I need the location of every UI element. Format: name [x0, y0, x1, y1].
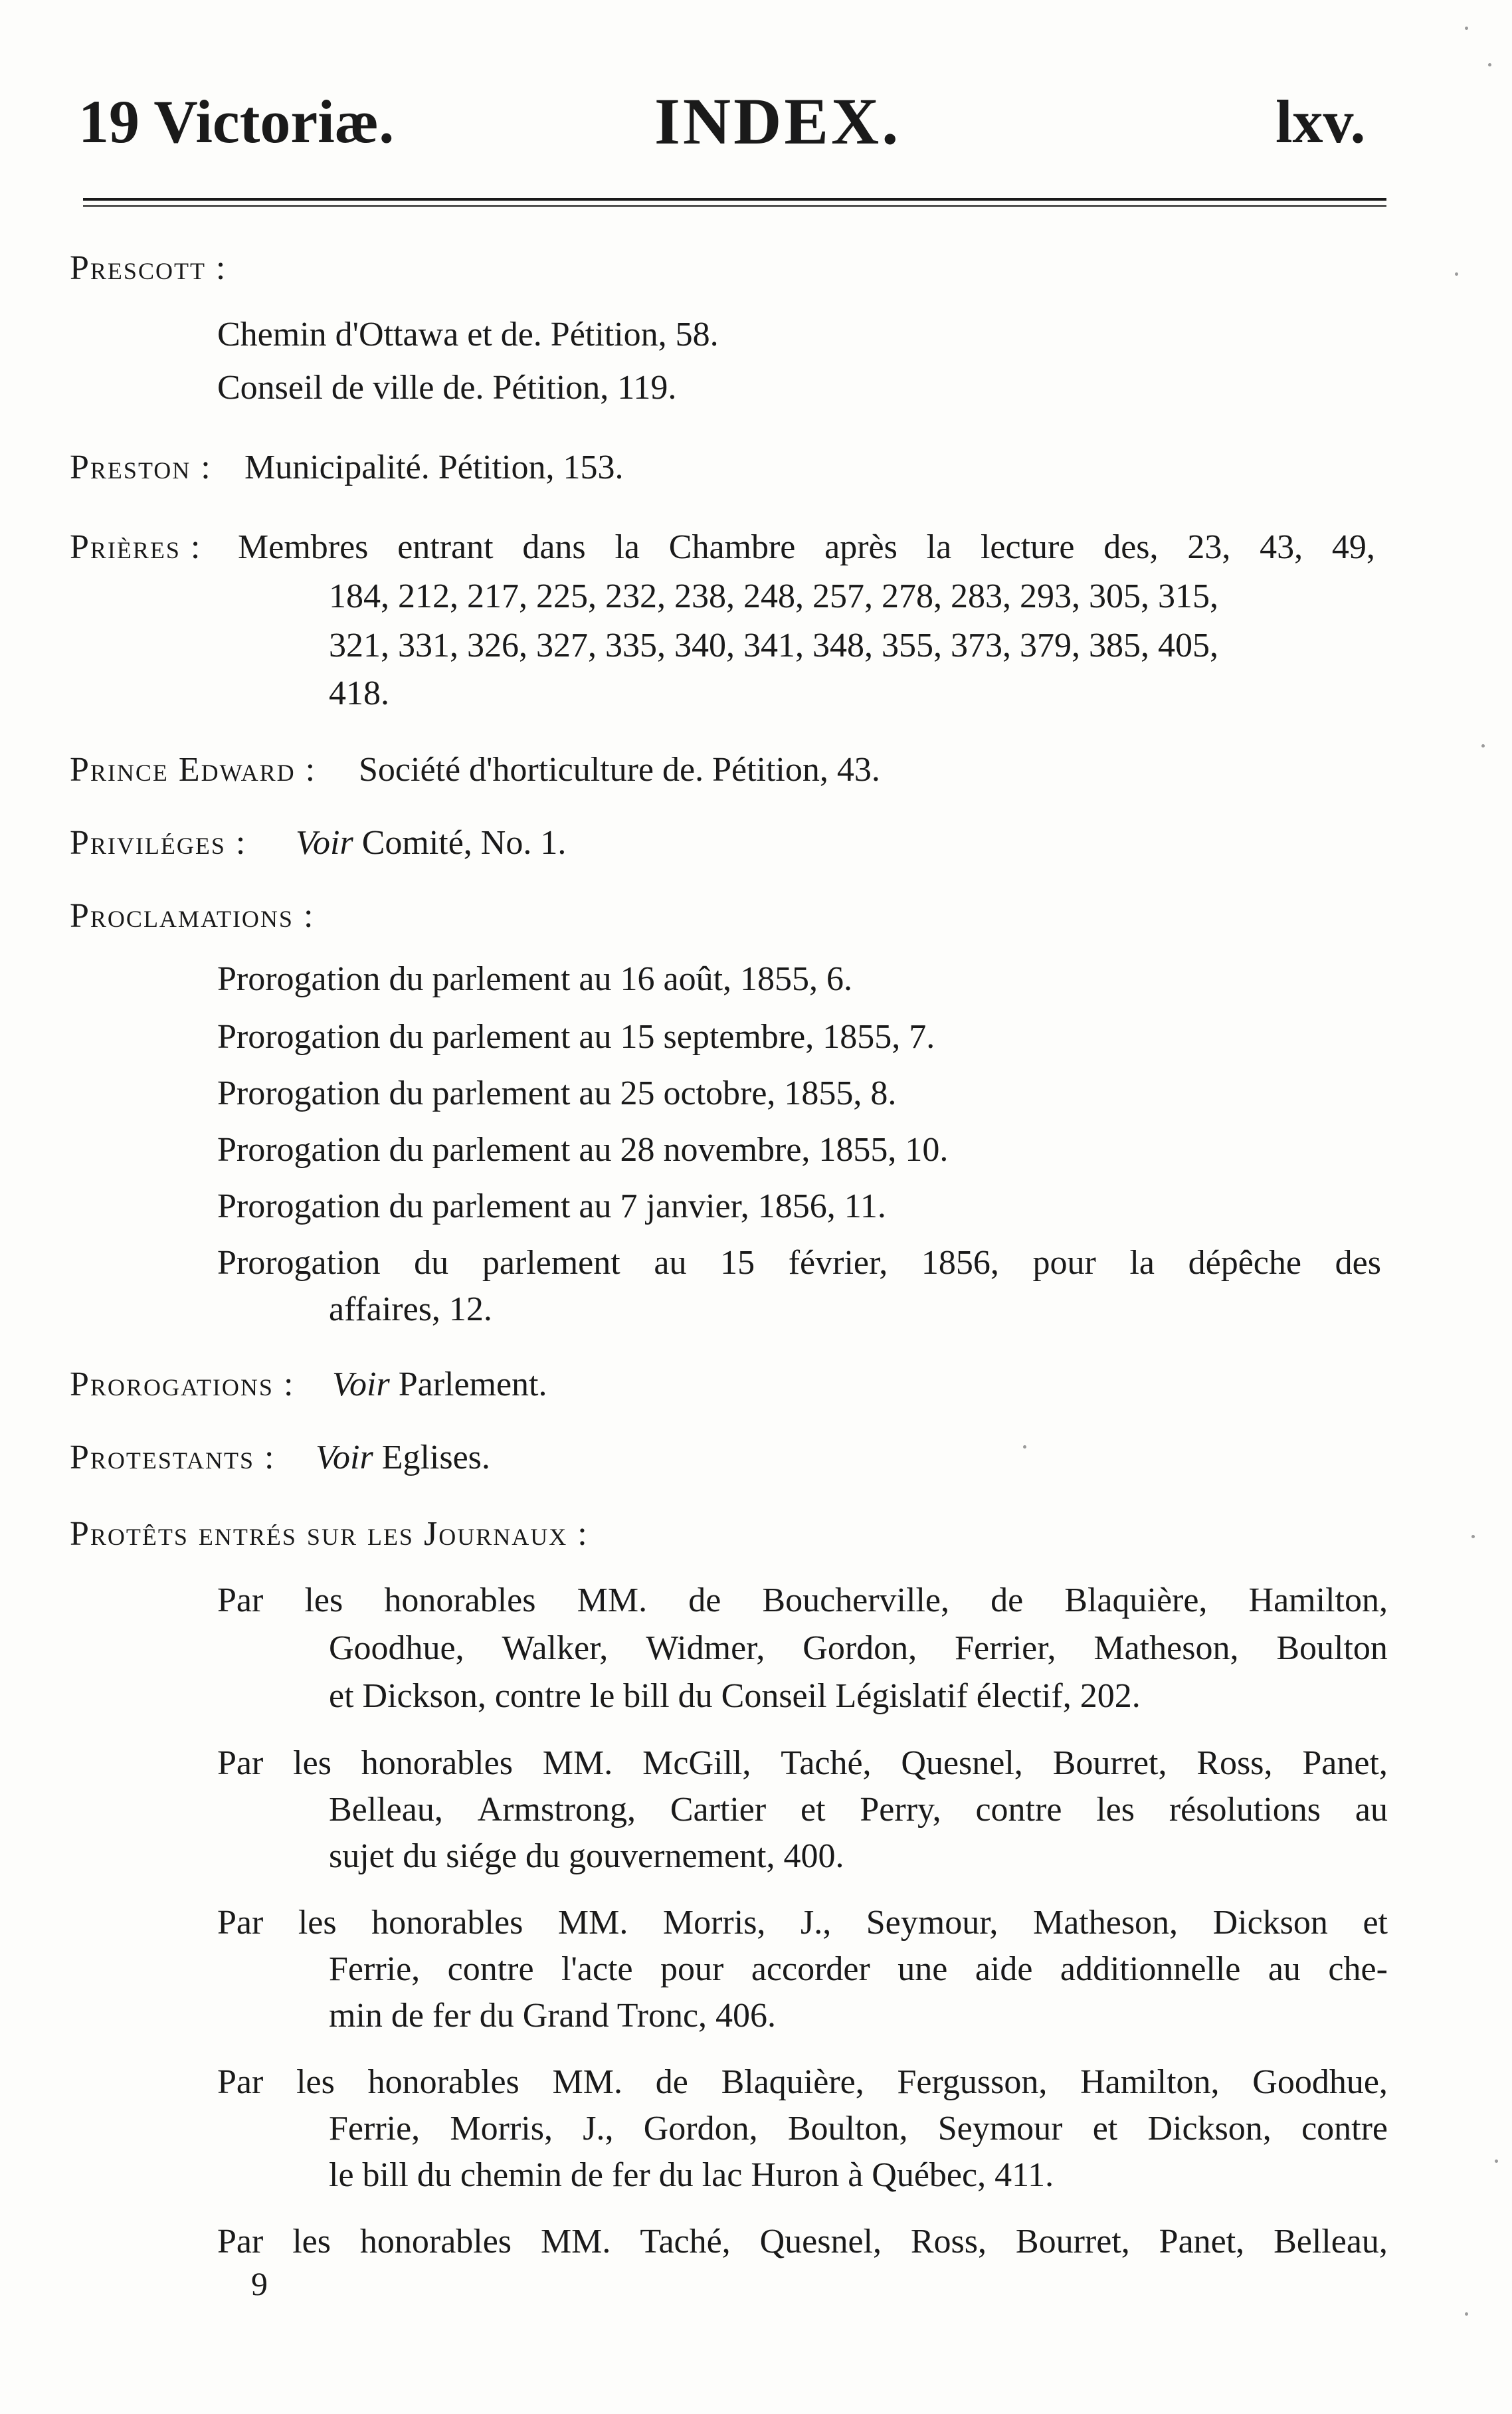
- word: lecture: [980, 528, 1075, 566]
- protest-paragraph-line: sujet du siége du gouvernement, 400.: [329, 1837, 844, 1875]
- word: 49,: [1331, 528, 1375, 566]
- word: Chambre: [668, 528, 796, 566]
- scan-speck: [1455, 272, 1458, 276]
- word: pour: [1032, 1244, 1096, 1282]
- index-heading-prieres: Prières :: [70, 528, 202, 566]
- word: aide: [975, 1950, 1033, 1988]
- word: les: [304, 1581, 343, 1619]
- scan-speck: [1465, 2312, 1468, 2316]
- word: MM.: [552, 2063, 622, 2101]
- word: Quesnel,: [901, 1744, 1023, 1782]
- word: Armstrong,: [477, 1791, 636, 1829]
- index-heading-privileges: Priviléges :: [70, 824, 247, 862]
- index-subentry: Chemin d'Ottawa et de. Pétition, 58.: [217, 316, 719, 353]
- word: Ross,: [1196, 1744, 1273, 1782]
- index-heading-preston: Preston :: [70, 449, 212, 486]
- index-subentry: Prorogation du parlement au 28 novembre, 1855, 10.: [217, 1131, 949, 1169]
- header-rule-thin: [83, 205, 1386, 207]
- word: Walker,: [502, 1629, 609, 1667]
- word: Belleau,: [329, 1791, 443, 1829]
- protest-paragraph-line: min de fer du Grand Tronc, 406.: [329, 1997, 777, 2035]
- index-entry-continuation: 418.: [329, 674, 389, 712]
- word: dépêche: [1188, 1244, 1301, 1282]
- word: les: [293, 1744, 331, 1782]
- index-entry-text: [238, 530, 1375, 565]
- index-subentry: Prorogation du parlement au 25 octobre, 1855, 8.: [217, 1074, 897, 1112]
- voir-label: Voir: [296, 824, 353, 862]
- word: Seymour: [937, 2110, 1063, 2148]
- word: honorables: [361, 1744, 513, 1782]
- word: Par: [217, 2063, 264, 2101]
- index-heading-protestants: Protestants :: [70, 1439, 276, 1476]
- word: contre: [975, 1791, 1062, 1829]
- scan-speck: [1465, 27, 1468, 30]
- word: et: [801, 1791, 826, 1829]
- word: Boulton,: [787, 2110, 908, 2148]
- index-subentry: Prorogation du parlement au 7 janvier, 1856, 11.: [217, 1187, 886, 1225]
- word: Boulton: [1276, 1629, 1388, 1667]
- word: Dickson: [1212, 1904, 1328, 1942]
- protest-paragraph-line: le bill du chemin de fer du lac Huron à Québec, 411.: [329, 2156, 1054, 2194]
- word: les: [292, 2223, 331, 2261]
- scan-speck: [1471, 1535, 1475, 1538]
- word: honorables: [359, 2223, 512, 2261]
- word: Par: [217, 2223, 264, 2261]
- protest-paragraph-line: [217, 2225, 1388, 2259]
- word: Quesnel,: [759, 2223, 882, 2261]
- signature-mark: 9: [251, 2265, 268, 2302]
- word: honorables: [384, 1581, 536, 1619]
- word: Prorogation: [217, 1244, 381, 1282]
- word: Belleau,: [1274, 2223, 1388, 2261]
- word: Morris,: [662, 1904, 766, 1942]
- index-subentry: Prorogation du parlement au 15 septembre, 1855, 7.: [217, 1018, 935, 1056]
- word: au: [654, 1244, 687, 1282]
- index-heading-proclamations: Proclamations :: [70, 897, 315, 935]
- header-rule-thick: [83, 198, 1386, 201]
- word: contre: [1301, 2110, 1388, 2148]
- word: la: [614, 528, 640, 566]
- page-number-roman: lxv.: [1276, 88, 1366, 155]
- index-entry-text: Société d'horticulture de. Pétition, 43.: [359, 751, 880, 789]
- word: et: [1092, 2110, 1118, 2148]
- word: J.,: [800, 1904, 832, 1942]
- word: Par: [217, 1744, 264, 1782]
- index-heading-protets: Protêts entrés sur les Journaux :: [70, 1515, 589, 1553]
- word: Gordon,: [803, 1629, 917, 1667]
- word: la: [1129, 1244, 1155, 1282]
- index-heading-prorogations: Prorogations :: [70, 1365, 295, 1403]
- protest-paragraph-line: [329, 2112, 1388, 2146]
- word: MM.: [542, 1744, 613, 1782]
- word: Goodhue,: [1252, 2063, 1388, 2101]
- protest-paragraph-line: [329, 1793, 1388, 1827]
- word: Dickson,: [1147, 2110, 1272, 2148]
- word: Seymour,: [866, 1904, 998, 1942]
- index-entry-text: [332, 1367, 547, 1402]
- index-heading-prescott: Prescott :: [70, 249, 227, 287]
- index-entry-text: Municipalité. Pétition, 153.: [244, 449, 624, 486]
- word: Ferrie,: [329, 2110, 421, 2148]
- index-subentry: [217, 1246, 1381, 1280]
- word: l'acte: [561, 1950, 633, 1988]
- word: contre: [447, 1950, 534, 1988]
- voir-label: Voir: [332, 1365, 390, 1403]
- running-head-left: 19 Victoriæ.: [78, 88, 395, 155]
- word: J.,: [583, 2110, 614, 2148]
- word: de: [688, 1581, 721, 1619]
- index-entry-continuation: affaires, 12.: [329, 1290, 492, 1328]
- word: Par: [217, 1581, 264, 1619]
- word: additionnelle: [1060, 1950, 1241, 1988]
- word: MM.: [557, 1904, 628, 1942]
- protest-paragraph-line: [217, 1583, 1388, 1618]
- text-span: Comité, No. 1.: [361, 824, 567, 862]
- word: après: [824, 528, 898, 566]
- word: Matheson,: [1032, 1904, 1179, 1942]
- word: MM.: [577, 1581, 648, 1619]
- word: Panet,: [1302, 1744, 1388, 1782]
- word: de: [991, 1581, 1024, 1619]
- word: la: [926, 528, 952, 566]
- word: honorables: [371, 1904, 523, 1942]
- word: che-: [1328, 1950, 1388, 1988]
- word: parlement: [482, 1244, 620, 1282]
- index-entry-text: [316, 1441, 490, 1475]
- word: 15: [720, 1244, 755, 1282]
- index-entry-text: [296, 826, 566, 860]
- word: au: [1268, 1950, 1301, 1988]
- word: du: [414, 1244, 449, 1282]
- text-span: Parlement.: [398, 1365, 547, 1403]
- word: les: [1096, 1791, 1135, 1829]
- word: 23,: [1187, 528, 1231, 566]
- word: février,: [788, 1244, 888, 1282]
- word: Blaquière,: [1064, 1581, 1208, 1619]
- word: 43,: [1260, 528, 1303, 566]
- word: Taché,: [781, 1744, 872, 1782]
- word: Membres: [238, 528, 369, 566]
- word: Ferrier,: [955, 1629, 1056, 1667]
- scan-speck: [1481, 744, 1485, 748]
- word: pour: [660, 1950, 724, 1988]
- word: Panet,: [1159, 2223, 1245, 2261]
- word: de: [655, 2063, 688, 2101]
- index-entry-continuation: 184, 212, 217, 225, 232, 238, 248, 257, 278, 283, 293, 305, 315,: [329, 577, 1218, 615]
- voir-label: Voir: [316, 1439, 373, 1476]
- word: Widmer,: [646, 1629, 765, 1667]
- word: dans: [522, 528, 586, 566]
- word: entrant: [397, 528, 494, 566]
- protest-paragraph-line: [329, 1952, 1388, 1987]
- word: McGill,: [642, 1744, 751, 1782]
- word: Hamilton,: [1080, 2063, 1220, 2101]
- word: les: [296, 2063, 335, 2101]
- protest-paragraph-line: [217, 2065, 1388, 2100]
- word: Bourret,: [1052, 1744, 1167, 1782]
- word: Cartier: [670, 1791, 767, 1829]
- word: Morris,: [450, 2110, 553, 2148]
- word: Bourret,: [1015, 2223, 1130, 2261]
- index-entry-continuation: 321, 331, 326, 327, 335, 340, 341, 348, 355, 373, 379, 385, 405,: [329, 627, 1218, 664]
- word: Par: [217, 1904, 264, 1942]
- word: Ross,: [910, 2223, 987, 2261]
- word: Gordon,: [643, 2110, 758, 2148]
- index-subentry: Conseil de ville de. Pétition, 119.: [217, 369, 677, 407]
- word: Boucherville,: [762, 1581, 949, 1619]
- word: au: [1355, 1791, 1388, 1829]
- word: Perry,: [860, 1791, 941, 1829]
- word: Fergusson,: [897, 2063, 1048, 2101]
- scan-speck: [1023, 1445, 1026, 1449]
- scan-speck: [1495, 2160, 1498, 2163]
- word: accorder: [751, 1950, 870, 1988]
- word: et: [1363, 1904, 1388, 1942]
- protest-paragraph-line: [217, 1746, 1388, 1781]
- word: des: [1335, 1244, 1381, 1282]
- word: MM.: [540, 2223, 611, 2261]
- index-subentry: Prorogation du parlement au 16 août, 1855, 6.: [217, 960, 853, 998]
- word: 1856,: [921, 1244, 999, 1282]
- protest-paragraph-line: [329, 1631, 1388, 1666]
- index-heading-prince-edward: Prince Edward :: [70, 751, 317, 789]
- word: des,: [1103, 528, 1159, 566]
- word: Ferrie,: [329, 1950, 421, 1988]
- word: une: [898, 1950, 948, 1988]
- text-span: Eglises.: [381, 1439, 490, 1476]
- protest-paragraph-line: [217, 1906, 1388, 1940]
- scan-speck: [1488, 63, 1491, 66]
- word: Hamilton,: [1248, 1581, 1388, 1619]
- word: Blaquière,: [721, 2063, 864, 2101]
- word: résolutions: [1169, 1791, 1321, 1829]
- protest-paragraph-line: et Dickson, contre le bill du Conseil Législatif électif, 202.: [329, 1677, 1141, 1715]
- page-title: INDEX.: [654, 84, 901, 158]
- word: Goodhue,: [329, 1629, 464, 1667]
- word: Taché,: [640, 2223, 731, 2261]
- word: honorables: [367, 2063, 520, 2101]
- word: les: [298, 1904, 337, 1942]
- word: Matheson,: [1093, 1629, 1239, 1667]
